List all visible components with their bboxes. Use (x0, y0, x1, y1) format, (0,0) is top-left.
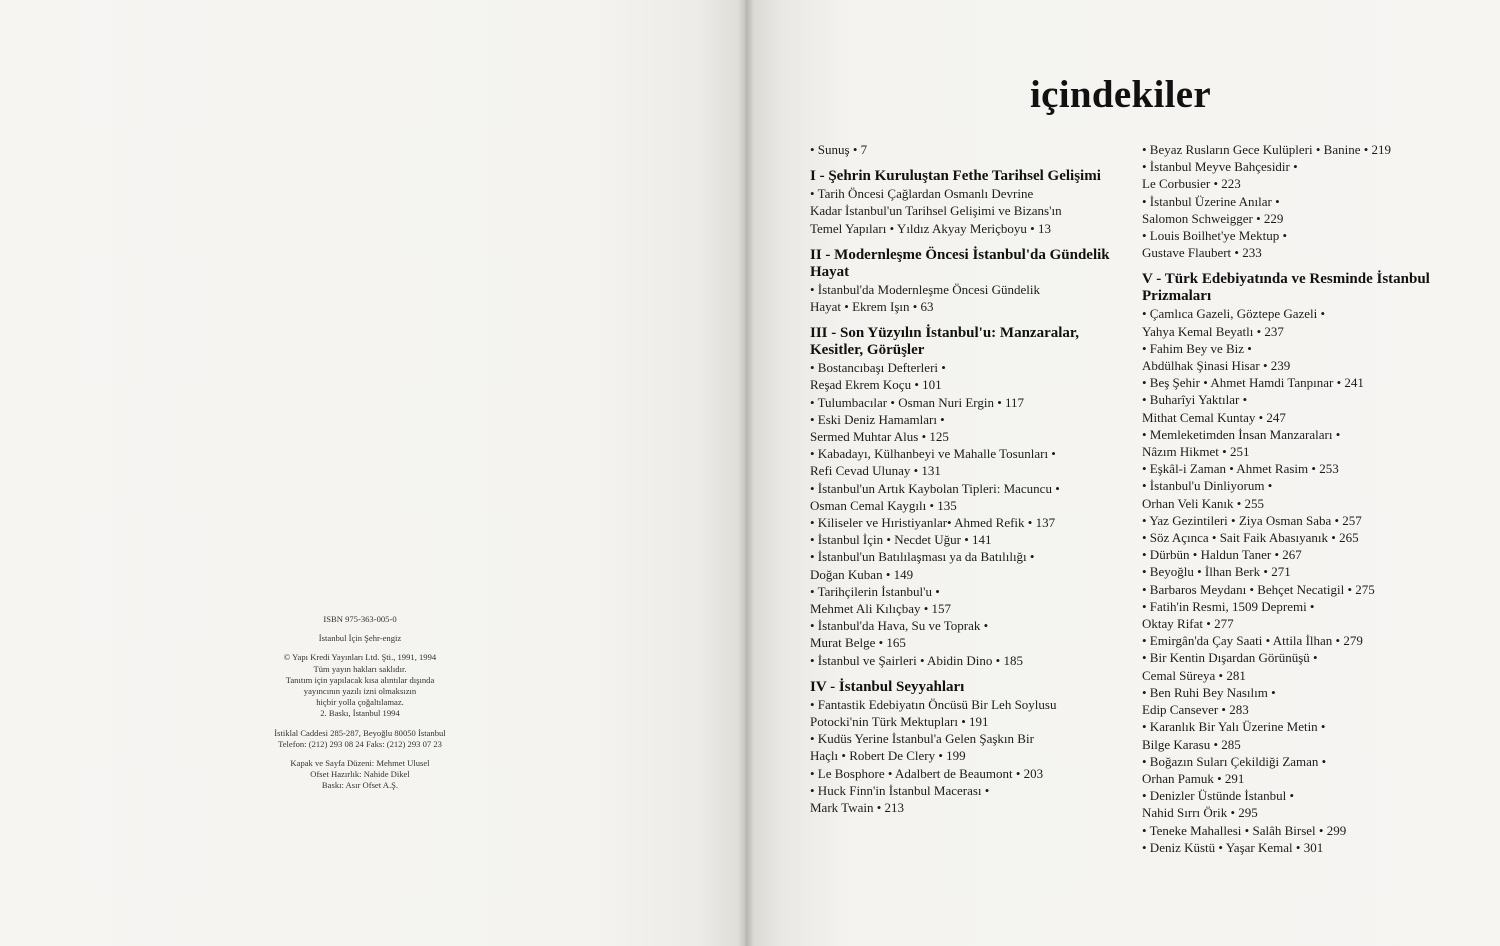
toc-entry: • Eski Deniz Hamamları • Sermed Muhtar Alus • 125 (810, 411, 949, 445)
toc-entry: • Sunuş • 7 (810, 142, 868, 157)
toc-section-heading: V - Türk Edebiyatında ve Resminde İstanbul Prizmaları (1142, 271, 1430, 305)
toc-entry: • İstanbul'un Batılılaşması ya da Batılılığı • Doğan Kuban • 149 (810, 549, 1035, 582)
toc-left-column (810, 141, 1110, 816)
rights-notice: © Yapı Kredi Yayınları Ltd. Şti., 1991, 1994 Tüm yayın hakları saklıdır. Tanıtım için yapılacak kısa alıntılar dışında yayıncının yazılı izni olmaksızın hiçbir yolla çoğaltılamaz. 2. Baskı, İstanbul 1994 (283, 652, 437, 719)
toc-entry: • Huck Finn'in İstanbul Macerası • Mark Twain • 213 (810, 782, 990, 816)
toc-entry: • Beş Şehir • Ahmet Hamdi Tanpınar • 241 (1142, 375, 1364, 391)
toc-entry: • Tulumbacılar • Osman Nuri Ergin • 117 (810, 394, 1025, 410)
toc-entry: • Ben Ruhi Bey Nasılım • Edip Cansever • 283 (1142, 684, 1276, 718)
toc-entry: • Tarih Öncesi Çağlardan Osmanlı Devrine Kadar İstanbul'un Tarihsel Gelişimi ve Bizans'ın Temel Yapıları • Yıldız Akyay Meriçboyu • 13 (810, 186, 1062, 236)
toc-entry: • Emirgân'da Çay Saati • Attila İlhan • 279 (1142, 633, 1363, 649)
toc-entry: • Fahim Bey ve Biz • Abdülhak Şinasi Hisar • 239 (1142, 340, 1291, 374)
toc-entry: • Eşkâl-i Zaman • Ahmet Rasim • 253 (1142, 461, 1339, 477)
publisher-address: İstiklal Caddesi 285-287, Beyoğlu 80050 İstanbul Telefon: (212) 293 08 24 Faks: (212) 293 07 23 (274, 727, 446, 749)
toc-entry: • Deniz Küstü • Yaşar Kemal • 301 (1142, 839, 1324, 855)
toc-entry: • İstanbul Üzerine Anılar • Salomon Schweigger • 229 (1142, 193, 1284, 226)
toc-entry: • İstanbul'da Hava, Su ve Toprak • Murat Belge • 165 (810, 618, 989, 651)
left-page (0, 0, 745, 946)
book-gutter (738, 0, 754, 946)
toc-entry: • Bir Kentin Dışardan Görünüşü • Cemal Süreya • 281 (1142, 650, 1318, 683)
toc-entry: • Barbaros Meydanı • Behçet Necatigil • 275 (1142, 581, 1375, 597)
toc-section-heading: II - Modernleşme Öncesi İstanbul'da Gündelik Hayat (810, 246, 1110, 280)
toc-entry: • Dürbün • Haldun Taner • 267 (1142, 547, 1302, 563)
toc-entry: • Çamlıca Gazeli, Göztepe Gazeli • Yahya Kemal Beyatlı • 237 (1142, 306, 1326, 339)
toc-entry: • Kudüs Yerine İstanbul'a Gelen Şaşkın Bir Haçlı • Robert De Clery • 199 (810, 731, 1034, 764)
toc-entry: • Le Bosphore • Adalbert de Beaumont • 203 (810, 765, 1044, 781)
toc-entry: • Kiliseler ve Hıristiyanlar• Ahmed Refik • 137 (810, 515, 1056, 531)
colophon (260, 614, 460, 792)
toc-entry: • İstanbul İçin • Necdet Uğur • 141 (810, 532, 992, 548)
toc-entry: • Beyoğlu • İlhan Berk • 271 (1142, 564, 1291, 580)
toc-entry: • Boğazın Suları Çekildiği Zaman • Orhan Pamuk • 291 (1142, 753, 1327, 786)
toc-entry: • Fantastik Edebiyatın Öncüsü Bir Leh Soylusu Potocki'nin Türk Mektupları • 191 (810, 696, 1057, 730)
toc-entry: • Tarihçilerin İstanbul'u • Mehmet Ali Kılıçbay • 157 (810, 583, 952, 617)
toc-entry: • İstanbul'u Dinliyorum • Orhan Veli Kanık • 255 (1142, 478, 1273, 511)
toc-right-column (1142, 141, 1442, 856)
toc-section-heading: I - Şehrin Kuruluştan Fethe Tarihsel Gelişimi (810, 168, 1101, 185)
toc-section-heading: IV - İstanbul Seyyahları (810, 678, 965, 695)
toc-entry: • İstanbul Meyve Bahçesidir • Le Corbusier • 223 (1142, 159, 1298, 192)
toc-entry: • Bostancıbaşı Defterleri • Reşad Ekrem Koçu • 101 (810, 360, 946, 393)
toc-entry: • İstanbul'da Modernleşme Öncesi Gündelik Hayat • Ekrem Işın • 63 (810, 281, 1041, 315)
toc-entry: • İstanbul ve Şairleri • Abidin Dino • 185 (810, 652, 1023, 668)
toc-entry: • Yaz Gezintileri • Ziya Osman Saba • 257 (1142, 512, 1362, 528)
toc-entry: • Beyaz Rusların Gece Kulüpleri • Banine • 219 (1142, 142, 1392, 157)
toc-section-heading: III - Son Yüzyılın İstanbul'u: Manzaralar, Kesitler, Görüşler (810, 325, 1079, 359)
toc-entry: • Buharîyi Yaktılar • Mithat Cemal Kuntay • 247 (1142, 392, 1286, 425)
toc-entry: • Teneke Mahallesi • Salâh Birsel • 299 (1142, 822, 1347, 838)
production-credits: Kapak ve Sayfa Düzeni: Mehmet Ulusel Ofset Hazırlık: Nahide Dikel Baskı: Asır Ofset A.Ş. (290, 758, 430, 791)
isbn: ISBN 975-363-005-0 (323, 614, 397, 624)
toc-entry: • Denizler Üstünde İstanbul • Nahid Sırrı Örik • 295 (1142, 788, 1295, 821)
toc-entry: • İstanbul'un Artık Kaybolan Tipleri: Macuncu • Osman Cemal Kaygılı • 135 (810, 480, 1060, 513)
toc-entry: • Louis Boilhet'ye Mektup • Gustave Flaubert • 233 (1142, 228, 1288, 261)
toc-entry: • Fatih'in Resmi, 1509 Depremi • Oktay Rifat • 277 (1142, 598, 1315, 632)
toc-entry: • Memleketimden İnsan Manzaraları • Nâzım Hikmet • 251 (1142, 426, 1341, 460)
toc-entry: • Kabadayı, Külhanbeyi ve Mahalle Tosunları • Refi Cevad Ulunay • 131 (810, 446, 1056, 479)
toc-entry: • Karanlık Bir Yalı Üzerine Metin • Bilge Karasu • 285 (1142, 719, 1326, 752)
toc-entry: • Söz Açınca • Sait Faik Abasıyanık • 265 (1142, 530, 1359, 546)
book-title: İstanbul İçin Şehr-engiz (318, 633, 402, 644)
toc-title: içindekiler (1030, 73, 1211, 116)
